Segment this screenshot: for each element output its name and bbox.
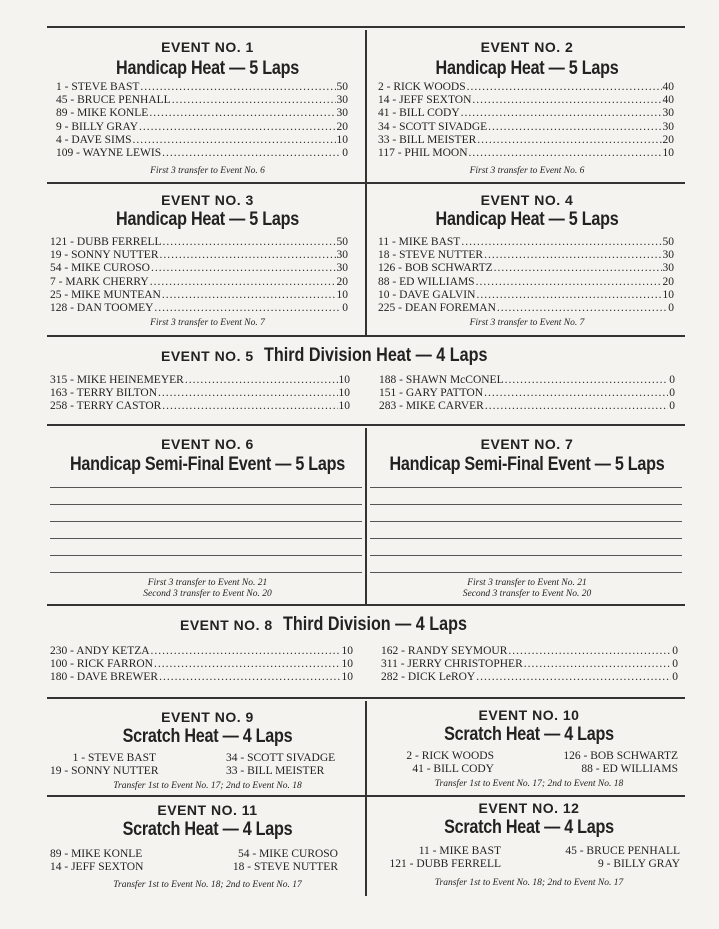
blank-line — [50, 538, 362, 539]
event-title: EVENT NO. 9 — [161, 709, 254, 725]
divider — [47, 335, 685, 337]
driver-column — [50, 752, 159, 778]
entry-row: 45 - BRUCE PENHALL ..... 30 — [56, 94, 348, 107]
entry-row: 128 - DAN TOOMEY ..... 0 — [50, 302, 348, 315]
event-heading: Scratch Heat — 4 Laps — [122, 819, 293, 840]
event-header — [180, 614, 499, 636]
transfer-note: First 3 transfer to Event No. 6 — [469, 166, 585, 176]
blank-line — [50, 487, 362, 488]
transfer-note: Transfer 1st to Event No. 17; 2nd to Event No. 18 — [113, 781, 302, 791]
divider — [47, 697, 685, 699]
driver-column — [550, 750, 678, 776]
blank-line — [50, 521, 362, 522]
event-heading: Third Division — 4 Laps — [282, 614, 467, 635]
entry-row: 311 - JERRY CHRISTOPHER ..... 0 — [381, 658, 678, 671]
driver-entry: 19 - SONNY NUTTER — [50, 765, 159, 778]
transfer-note: Second 3 transfer to Event No. 20 — [462, 589, 592, 599]
transfer-note: First 3 transfer to Event No. 7 — [469, 318, 585, 328]
blank-line — [370, 504, 682, 505]
transfer-note: First 3 transfer to Event No. 7 — [150, 318, 265, 328]
driver-entry: 88 - ED WILLIAMS — [581, 763, 678, 776]
entry-row: 126 - BOB SCHWARTZ ..... 30 — [378, 262, 674, 275]
entry-row: 282 - DICK LeROY ..... 0 — [381, 671, 678, 684]
entry-row: 258 - TERRY CASTOR ..... 10 — [50, 400, 350, 413]
blank-line — [370, 487, 682, 488]
driver-column — [540, 845, 680, 871]
transfer-note: First 3 transfer to Event No. 21 — [147, 578, 268, 588]
driver-entry: 18 - STEVE NUTTER — [232, 861, 338, 874]
entry-list — [378, 236, 674, 315]
transfer-note: Transfer 1st to Event No. 18; 2nd to Event No. 17 — [434, 878, 624, 888]
entry-row: 18 - STEVE NUTTER ..... 30 — [378, 249, 674, 262]
entry-row: 109 - WAYNE LEWIS ..... 0 — [56, 147, 348, 160]
event-header — [161, 345, 527, 367]
event-heading: Scratch Heat — 4 Laps — [444, 817, 614, 838]
entry-list-left — [50, 374, 350, 414]
blank-line — [370, 555, 682, 556]
entry-list-left — [50, 645, 353, 685]
driver-entry: 121 - DUBB FERRELL — [389, 858, 501, 871]
divider — [47, 795, 685, 797]
entry-list-right — [381, 645, 678, 685]
entry-row: 25 - MIKE MUNTEAN ..... 10 — [50, 289, 348, 302]
driver-entry: 14 - JEFF SEXTON — [50, 861, 144, 874]
blank-line — [370, 538, 682, 539]
driver-entry: 126 - BOB SCHWARTZ — [563, 750, 678, 762]
entry-row: 33 - BILL MEISTER ..... 20 — [378, 134, 674, 147]
entry-row: 9 - BILLY GRAY ..... 20 — [56, 121, 348, 134]
entry-row: 14 - JEFF SEXTON ..... 40 — [378, 94, 674, 107]
entry-row: 188 - SHAWN McCONEL ..... 0 — [379, 374, 675, 387]
event-title: EVENT NO. 12 — [478, 800, 580, 816]
event-title: EVENT NO. 2 — [480, 39, 574, 55]
event-title: EVENT NO. 5 — [161, 348, 254, 364]
entry-row: 180 - DAVE BREWER ..... 10 — [50, 671, 353, 684]
entry-row: 225 - DEAN FOREMAN ..... 0 — [378, 302, 674, 315]
entry-list — [378, 81, 674, 160]
event-heading: Handicap Heat — 5 Laps — [435, 58, 619, 79]
entry-row: 151 - GARY PATTON ..... 0 — [379, 387, 675, 400]
event-heading: Handicap Heat — 5 Laps — [116, 209, 299, 230]
driver-entry: 41 - BILL CODY — [412, 763, 494, 776]
entry-list — [50, 236, 348, 315]
driver-entry: 11 - MIKE BAST — [418, 845, 501, 857]
entry-row: 34 - SCOTT SIVADGE ..... 30 — [378, 121, 674, 134]
entry-row: 89 - MIKE KONLE ..... 30 — [56, 107, 348, 120]
driver-entry: 45 - BRUCE PENHALL — [565, 845, 680, 857]
event-title: EVENT NO. 4 — [480, 192, 574, 208]
divider — [47, 604, 685, 606]
entry-row: 121 - DUBB FERRELL ..... 50 — [50, 236, 348, 249]
divider — [47, 424, 685, 426]
driver-entry: 34 - SCOTT SIVADGE — [226, 752, 336, 764]
divider — [365, 428, 367, 604]
event-title: EVENT NO. 8 — [180, 617, 273, 633]
entry-row: 162 - RANDY SEYMOUR ..... 0 — [381, 645, 678, 658]
blank-line — [370, 521, 682, 522]
driver-column — [200, 848, 338, 874]
event-title: EVENT NO. 3 — [161, 192, 254, 208]
driver-entry: 2 - RICK WOODS — [406, 750, 494, 762]
event-heading: Scratch Heat — 4 Laps — [444, 724, 614, 745]
driver-entry: 9 - BILLY GRAY — [597, 858, 680, 871]
transfer-note: First 3 transfer to Event No. 6 — [150, 166, 265, 176]
driver-column — [370, 845, 501, 871]
entry-row: 100 - RICK FARRON ..... 10 — [50, 658, 353, 671]
transfer-note: First 3 transfer to Event No. 21 — [467, 578, 587, 588]
entry-row: 7 - MARK CHERRY ..... 20 — [50, 276, 348, 289]
event-title: EVENT NO. 10 — [478, 707, 580, 723]
divider — [365, 701, 367, 896]
driver-entry: 1 - STEVE BAST — [72, 752, 156, 764]
transfer-note: Transfer 1st to Event No. 18; 2nd to Event No. 17 — [113, 880, 302, 890]
event-heading: Third Division Heat — 4 Laps — [263, 345, 488, 366]
entry-row: 4 - DAVE SIMS ..... 10 — [56, 134, 348, 147]
driver-entry: 89 - MIKE KONLE — [50, 848, 143, 860]
driver-column — [370, 750, 494, 776]
entry-row: 1 - STEVE BAST ..... 50 — [56, 81, 348, 94]
divider — [47, 26, 685, 28]
entry-row: 315 - MIKE HEINEMEYER ..... 10 — [50, 374, 350, 387]
event-title: EVENT NO. 7 — [480, 436, 574, 452]
entry-row: 41 - BILL CODY ..... 30 — [378, 107, 674, 120]
entry-row: 230 - ANDY KETZA ..... 10 — [50, 645, 353, 658]
driver-entry: 33 - BILL MEISTER — [226, 765, 325, 778]
event-heading: Handicap Semi-Final Event — 5 Laps — [389, 454, 665, 475]
transfer-note: Transfer 1st to Event No. 17; 2nd to Event No. 18 — [434, 779, 624, 789]
blank-line — [50, 555, 362, 556]
transfer-note: Second 3 transfer to Event No. 20 — [143, 589, 272, 599]
entry-row: 88 - ED WILLIAMS ..... 20 — [378, 276, 674, 289]
blank-line — [370, 572, 682, 573]
entry-list — [56, 81, 348, 160]
entry-row: 11 - MIKE BAST ..... 50 — [378, 236, 674, 249]
entry-row: 283 - MIKE CARVER ..... 0 — [379, 400, 675, 413]
driver-column — [50, 848, 144, 874]
entry-row: 19 - SONNY NUTTER ..... 30 — [50, 249, 348, 262]
divider — [47, 182, 685, 184]
event-heading: Handicap Semi-Final Event — 5 Laps — [70, 454, 345, 475]
entry-row: 163 - TERRY BILTON ..... 10 — [50, 387, 350, 400]
event-title: EVENT NO. 6 — [161, 436, 254, 452]
driver-entry: 54 - MIKE CUROSO — [238, 848, 338, 860]
blank-line — [50, 572, 362, 573]
entry-list-right — [379, 374, 675, 414]
entry-row: 117 - PHIL MOON ..... 10 — [378, 147, 674, 160]
event-title: EVENT NO. 1 — [161, 39, 254, 55]
event-heading: Handicap Heat — 5 Laps — [435, 209, 619, 230]
event-heading: Scratch Heat — 4 Laps — [122, 726, 293, 747]
entry-row: 2 - RICK WOODS ..... 40 — [378, 81, 674, 94]
entry-row: 54 - MIKE CUROSO ..... 30 — [50, 262, 348, 275]
event-title: EVENT NO. 11 — [157, 802, 258, 818]
event-heading: Handicap Heat — 5 Laps — [116, 58, 299, 79]
entry-row: 10 - DAVE GALVIN ..... 10 — [378, 289, 674, 302]
blank-line — [50, 504, 362, 505]
driver-column — [226, 752, 335, 778]
